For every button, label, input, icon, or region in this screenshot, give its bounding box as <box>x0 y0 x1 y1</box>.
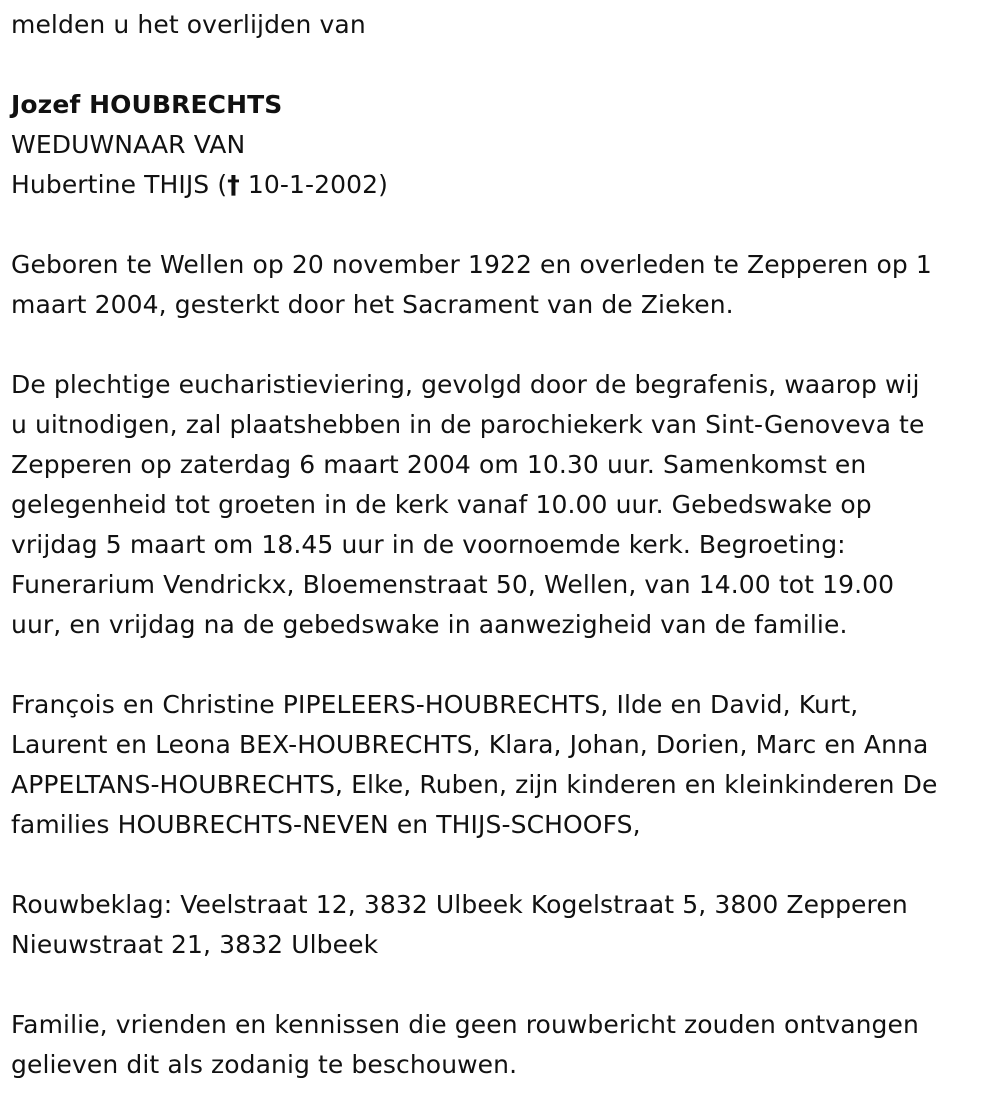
spacer <box>11 845 991 885</box>
spacer <box>11 205 991 245</box>
paragraph-line: Funerarium Vendrickx, Bloemenstraat 50, Wellen, van 14.00 tot 19.00 <box>11 570 895 599</box>
spacer <box>11 45 991 85</box>
deceased-status: WEDUWNAAR VAN <box>11 130 246 159</box>
paragraph-line: Laurent en Leona BEX-HOUBRECHTS, Klara, Johan, Dorien, Marc en Anna <box>11 730 929 759</box>
paragraph-line: vrijdag 5 maart om 18.45 uur in de voornoemde kerk. Begroeting: <box>11 530 846 559</box>
cross-icon: † <box>227 170 240 199</box>
paragraph-line: Familie, vrienden en kennissen die geen rouwbericht zouden ontvangen <box>11 1010 919 1039</box>
deceased-name: Jozef HOUBRECHTS <box>11 90 283 119</box>
condolence-paragraph <box>11 885 991 965</box>
intro-text: melden u het overlijden van <box>11 10 366 39</box>
paragraph-line: François en Christine PIPELEERS-HOUBRECHTS, Ilde en David, Kurt, <box>11 690 859 719</box>
spacer <box>11 325 991 365</box>
paragraph-line: families HOUBRECHTS-NEVEN en THIJS-SCHOOFS, <box>11 810 641 839</box>
ceremony-paragraph <box>11 365 991 645</box>
spouse-suffix: 10-1-2002) <box>239 170 388 199</box>
spacer <box>11 645 991 685</box>
paragraph-line: APPELTANS-HOUBRECHTS, Elke, Ruben, zijn kinderen en kleinkinderen De <box>11 770 938 799</box>
closing-paragraph <box>11 1005 991 1085</box>
paragraph-line: De plechtige eucharistieviering, gevolgd door de begrafenis, waarop wij <box>11 370 920 399</box>
paragraph-line: uur, en vrijdag na de gebedswake in aanwezigheid van de familie. <box>11 610 848 639</box>
birth-death-paragraph <box>11 245 991 325</box>
spacer <box>11 965 991 1005</box>
paragraph-line: gelieven dit als zodanig te beschouwen. <box>11 1050 518 1079</box>
spouse-line <box>11 165 991 205</box>
spouse-prefix: Hubertine THIJS ( <box>11 170 228 199</box>
paragraph-line: Nieuwstraat 21, 3832 Ulbeek <box>11 930 379 959</box>
paragraph-line: maart 2004, gesterkt door het Sacrament van de Zieken. <box>11 290 734 319</box>
family-paragraph <box>11 685 991 845</box>
paragraph-line: Zepperen op zaterdag 6 maart 2004 om 10.30 uur. Samenkomst en <box>11 450 867 479</box>
paragraph-line: gelegenheid tot groeten in de kerk vanaf 10.00 uur. Gebedswake op <box>11 490 872 519</box>
paragraph-line: u uitnodigen, zal plaatshebben in de parochiekerk van Sint-Genoveva te <box>11 410 925 439</box>
obituary-document <box>11 0 991 1085</box>
paragraph-line: Geboren te Wellen op 20 november 1922 en overleden te Zepperen op 1 <box>11 250 932 279</box>
paragraph-line: Rouwbeklag: Veelstraat 12, 3832 Ulbeek Kogelstraat 5, 3800 Zepperen <box>11 890 908 919</box>
